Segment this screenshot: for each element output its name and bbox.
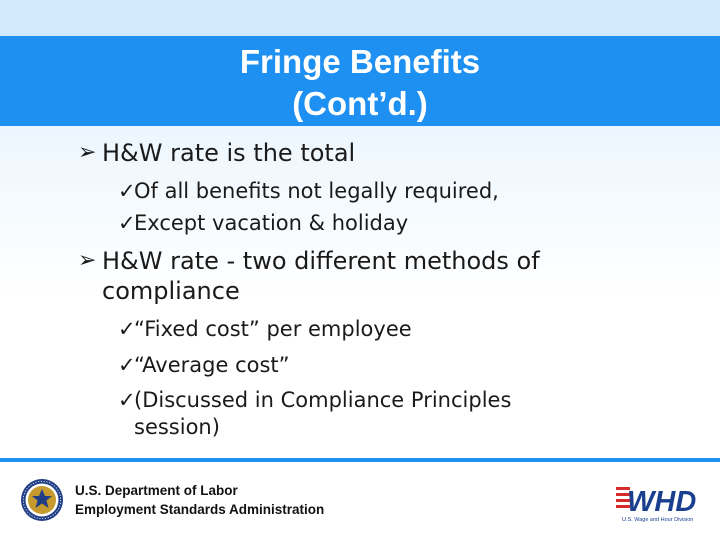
sub-bullet-item	[118, 178, 499, 205]
sub-bullet-item	[118, 387, 511, 441]
title-bar	[0, 36, 720, 126]
sub-bullet-text: (Discussed in Compliance Principles	[134, 388, 512, 412]
org-name-line2: Employment Standards Administration	[75, 502, 325, 517]
bullet-text-continued: compliance	[102, 277, 240, 305]
arrow-bullet-icon: ➢	[78, 140, 97, 165]
sub-bullet-item	[118, 316, 412, 343]
bullet-text: H&W rate is the total	[102, 139, 356, 167]
check-bullet-icon: ✓	[118, 353, 136, 377]
sub-bullet-text: Except vacation & holiday	[134, 211, 409, 235]
check-bullet-icon: ✓	[118, 317, 136, 341]
check-bullet-icon: ✓	[118, 388, 136, 412]
footer	[0, 462, 720, 540]
whd-logo-caption: U.S. Wage and Hour Division	[622, 517, 694, 523]
bullet-text: H&W rate - two different methods of	[102, 247, 540, 275]
sub-bullet-item	[118, 352, 290, 379]
org-name-line1: U.S. Department of Labor	[75, 483, 238, 498]
sub-bullet-text-continued: session)	[134, 415, 220, 439]
bullet-item	[78, 246, 540, 306]
whd-logo-text: WHD	[627, 486, 697, 518]
sub-bullet-item	[118, 210, 408, 237]
slide-title-line2: (Cont’d.)	[292, 85, 428, 122]
dol-seal-icon	[20, 478, 64, 522]
whd-logo-icon	[614, 478, 704, 524]
check-bullet-icon: ✓	[118, 179, 136, 203]
sub-bullet-text: “Fixed cost” per employee	[134, 317, 412, 341]
sub-bullet-text: Of all benefits not legally required,	[134, 179, 499, 203]
arrow-bullet-icon: ➢	[78, 248, 97, 273]
sub-bullet-text: “Average cost”	[134, 353, 290, 377]
check-bullet-icon: ✓	[118, 211, 136, 235]
top-strip	[0, 0, 720, 36]
slide-title-line1: Fringe Benefits	[239, 43, 481, 80]
bullet-item	[78, 138, 355, 168]
